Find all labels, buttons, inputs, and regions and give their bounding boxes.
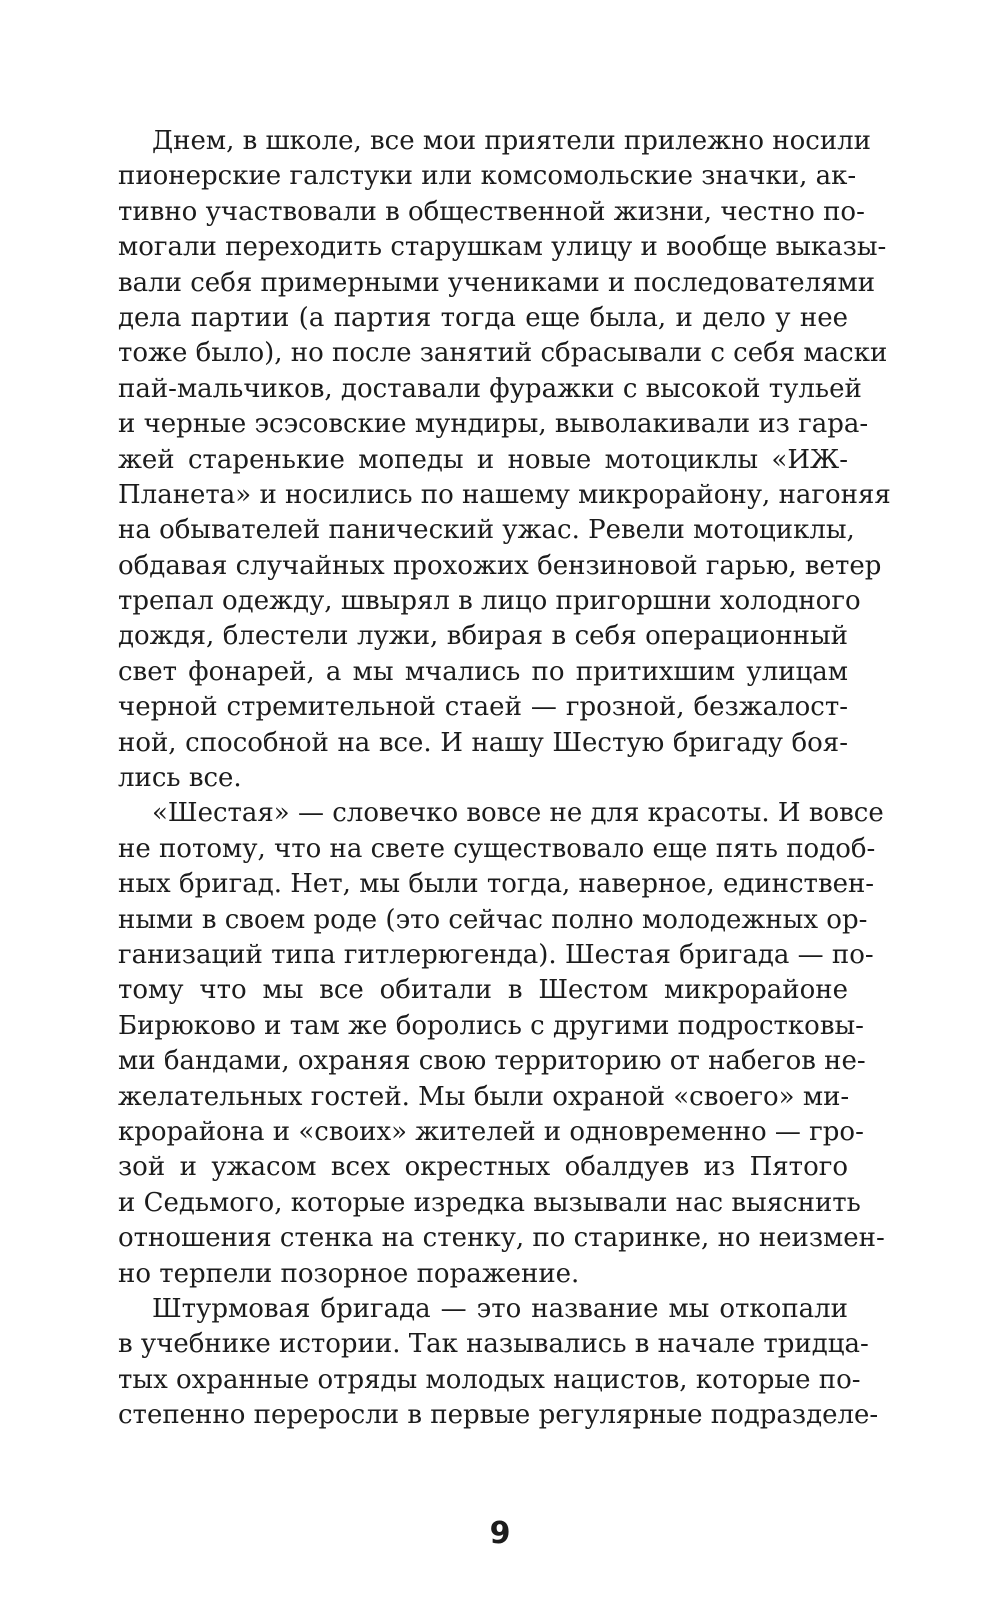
text-line: Штурмовая бригада — это название мы откопали <box>152 1293 848 1324</box>
text-line: ганизаций типа гитлерюгенда). Шестая бригада — по- <box>118 939 874 970</box>
paragraph-2 <box>118 796 885 1291</box>
text-line: тому что мы все обитали в Шестом микрорайоне <box>118 975 848 1006</box>
text-line: на обывателей панический ужас. Ревели мотоциклы, <box>118 515 855 546</box>
text-line: в учебнике истории. Так назывались в начале тридца- <box>118 1329 869 1360</box>
text-line: пионерские галстуки или комсомольские значки, ак- <box>118 161 857 192</box>
text-line: свет фонарей, а мы мчались по притихшим улицам <box>118 656 848 687</box>
text-line: обдавая случайных прохожих бензиновой гарью, ветер <box>118 550 882 581</box>
text-line: крорайона и «своих» жителей и одновременно — гро- <box>118 1116 864 1147</box>
text-line: вали себя примерными учениками и последователями <box>118 267 876 298</box>
paragraph-1 <box>118 124 891 796</box>
text-line: черной стремительной стаей — грозной, безжалост- <box>118 692 848 723</box>
text-line: степенно переросли в первые регулярные подразделе- <box>118 1400 879 1431</box>
text-line: Днем, в школе, все мои приятели прилежно носили <box>152 126 872 156</box>
text-line: могали переходить старушкам улицу и вообще выказы- <box>118 232 887 263</box>
text-line: зой и ужасом всех окрестных обалдуев из Пятого <box>118 1152 848 1183</box>
body-text <box>118 124 891 1433</box>
text-line: ной, способной на все. И нашу Шестую бригаду боя- <box>118 727 848 758</box>
text-line: тивно участвовали в общественной жизни, честно по- <box>118 196 865 227</box>
text-line: ными в своем роде (это сейчас полно молодежных ор- <box>118 904 868 935</box>
paragraph-3 <box>118 1292 879 1434</box>
text-line: «Шестая» — словечко вовсе не для красоты. И вовсе <box>152 798 884 829</box>
text-line: Планета» и носились по нашему микрорайону, нагоняя <box>118 479 891 510</box>
text-line: Бирюково и там же боролись с другими подростковы- <box>118 1010 864 1041</box>
text-line: ных бригад. Нет, мы были тогда, наверное, единствен- <box>118 869 875 900</box>
text-line: лись все. <box>118 763 242 794</box>
text-line: ми бандами, охраняя свою территорию от набегов не- <box>118 1046 866 1077</box>
text-line: дождя, блестели лужи, вбирая в себя операционный <box>118 621 848 652</box>
text-line: жей старенькие мопеды и новые мотоциклы «ИЖ- <box>118 444 848 475</box>
text-line: и черные эсэсовские мундиры, выволакивали из гара- <box>118 409 869 440</box>
text-line: не потому, что на свете существовало еще пять подоб- <box>118 833 876 864</box>
text-line: трепал одежду, швырял в лицо пригоршни холодного <box>118 586 861 617</box>
text-line: тоже было), но после занятий сбрасывали с себя маски <box>118 338 888 369</box>
text-line: но терпели позорное поражение. <box>118 1258 580 1289</box>
text-line: отношения стенка на стенку, по старинке, но неизмен- <box>118 1223 885 1254</box>
text-line: желательных гостей. Мы были охраной «своего» ми- <box>118 1081 850 1112</box>
page-number: 9 <box>489 1516 511 1551</box>
text-line: тых охранные отряды молодых нацистов, которые по- <box>118 1364 861 1395</box>
text-line: и Седьмого, которые изредка вызывали нас выяснить <box>118 1187 861 1218</box>
text-line: дела партии (а партия тогда еще была, и дело у нее <box>118 302 848 333</box>
text-line: пай-мальчиков, доставали фуражки с высокой тульей <box>118 373 862 404</box>
